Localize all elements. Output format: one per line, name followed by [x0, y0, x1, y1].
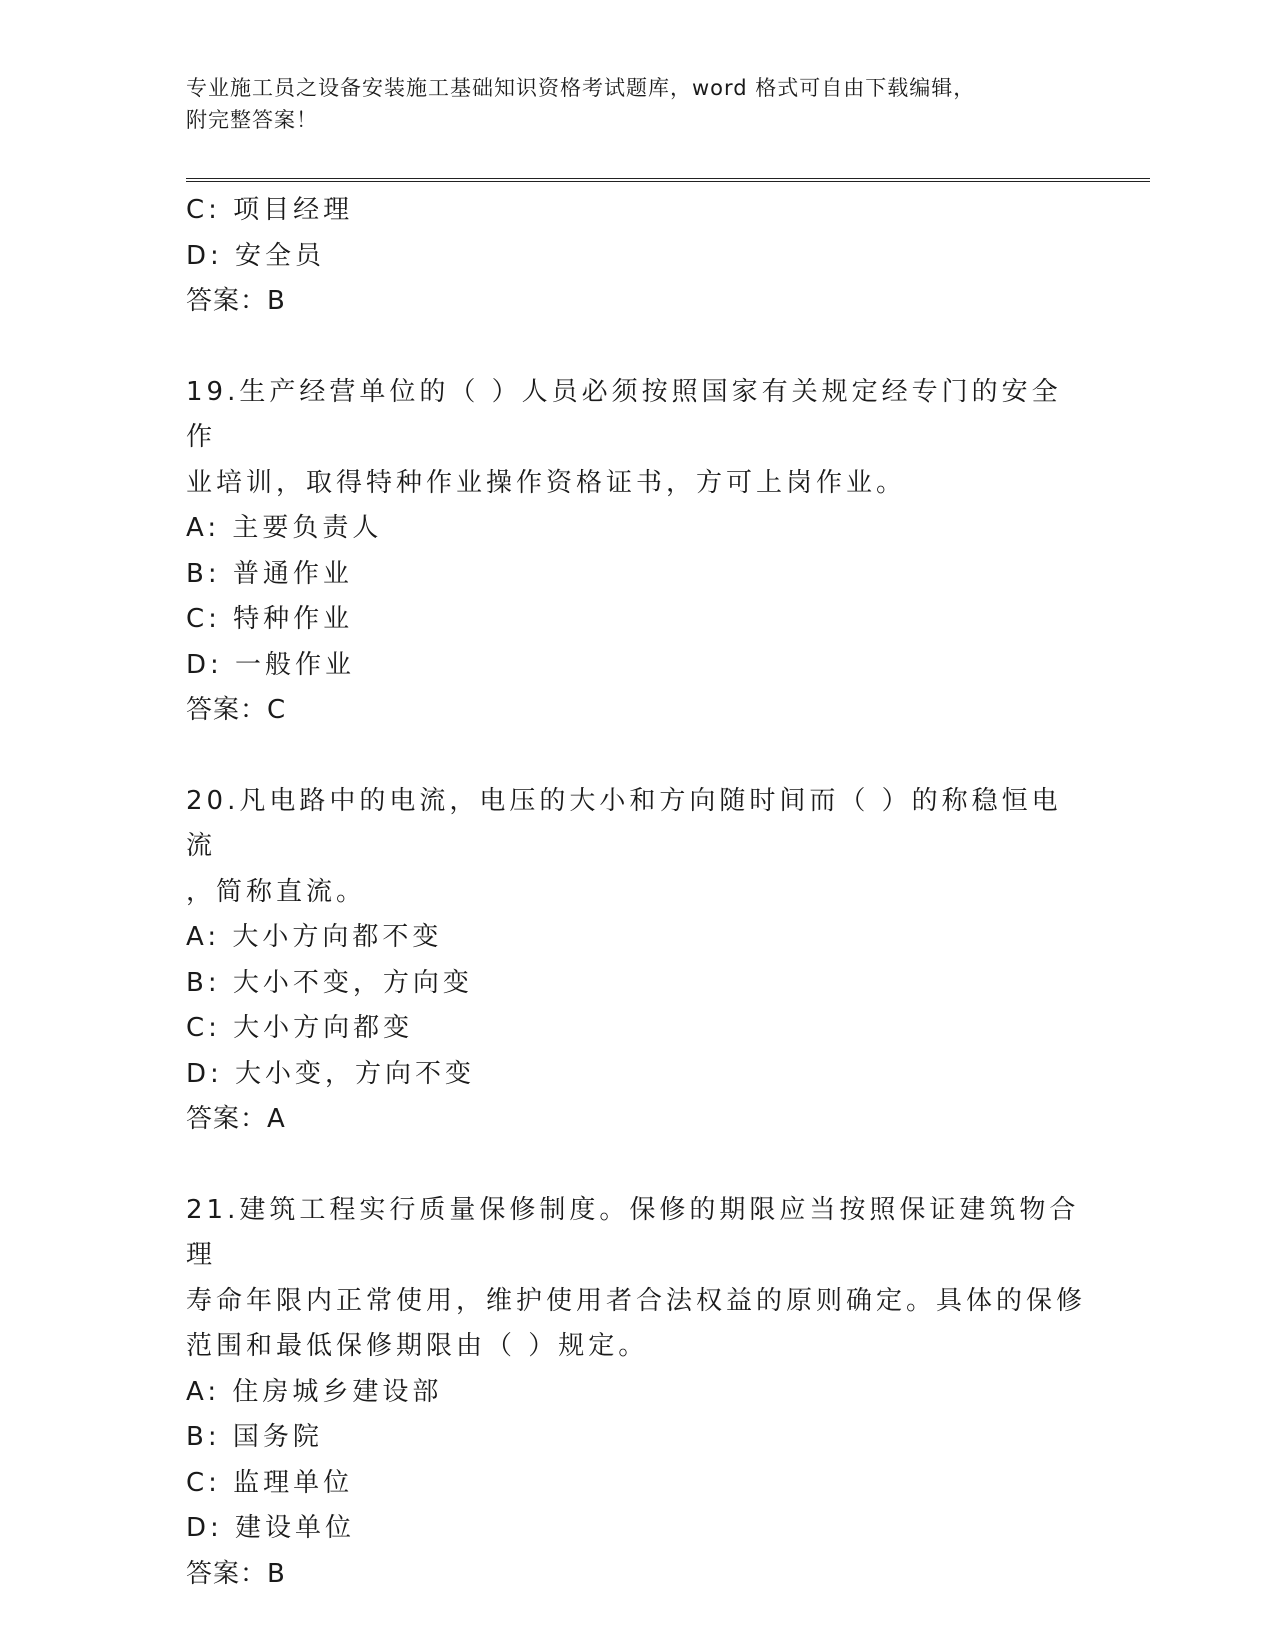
spacer [186, 325, 1086, 370]
question-text-line: 20.凡电路中的电流，电压的大小和方向随时间而（ ）的称稳恒电流 [186, 785, 1062, 861]
question-text-line: 21.建筑工程实行质量保修制度。保修的期限应当按照保证建筑物合理 [186, 1194, 1080, 1270]
option-a: A: 主要负责人 [186, 513, 383, 543]
question-19 [186, 370, 1086, 734]
option-d: D: 大小变，方向不变 [186, 1058, 476, 1089]
option-c: C: 监理单位 [186, 1467, 354, 1498]
option-d: D: 一般作业 [186, 649, 356, 680]
answer-line: 答案：C [186, 695, 287, 725]
header-line-1: 专业施工员之设备安装施工基础知识资格考试题库，word 格式可自由下载编辑， [186, 76, 976, 100]
question-text-line: ，简称直流。 [186, 876, 367, 907]
header-line-2: 附完整答案！ [186, 108, 318, 132]
answer-line: 答案：B [186, 286, 286, 316]
question-list [186, 188, 1086, 1597]
question-text-line: 业培训，取得特种作业操作资格证书，方可上岗作业。 [186, 467, 907, 498]
question-text-line: 19.生产经营单位的（ ）人员必须按照国家有关规定经专门的安全作 [186, 376, 1062, 452]
option-c: C: 项目经理 [186, 195, 354, 225]
question-text-line: 寿命年限内正常使用，维护使用者合法权益的原则确定。具体的保修 [186, 1285, 1087, 1316]
option-d: D: 安全员 [186, 240, 326, 271]
option-c: C: 大小方向都变 [186, 1013, 414, 1043]
answer-line: 答案：B [186, 1558, 286, 1589]
previous-question [186, 188, 1086, 325]
option-d: D: 建设单位 [186, 1513, 356, 1543]
question-text-line: 范围和最低保修期限由（ ）规定。 [186, 1331, 649, 1361]
option-c: C: 特种作业 [186, 604, 354, 634]
answer-line: 答案：A [186, 1104, 286, 1134]
option-b: B: 普通作业 [186, 558, 353, 589]
option-a: A: 住房城乡建设部 [186, 1376, 443, 1407]
spacer [186, 1143, 1086, 1188]
spacer [186, 734, 1086, 779]
option-b: B: 大小不变，方向变 [186, 967, 473, 998]
header-divider [186, 178, 1150, 182]
option-a: A: 大小方向都不变 [186, 922, 443, 952]
option-b: B: 国务院 [186, 1422, 323, 1452]
question-21 [186, 1188, 1086, 1598]
question-20 [186, 779, 1086, 1143]
document-header [186, 72, 1086, 136]
